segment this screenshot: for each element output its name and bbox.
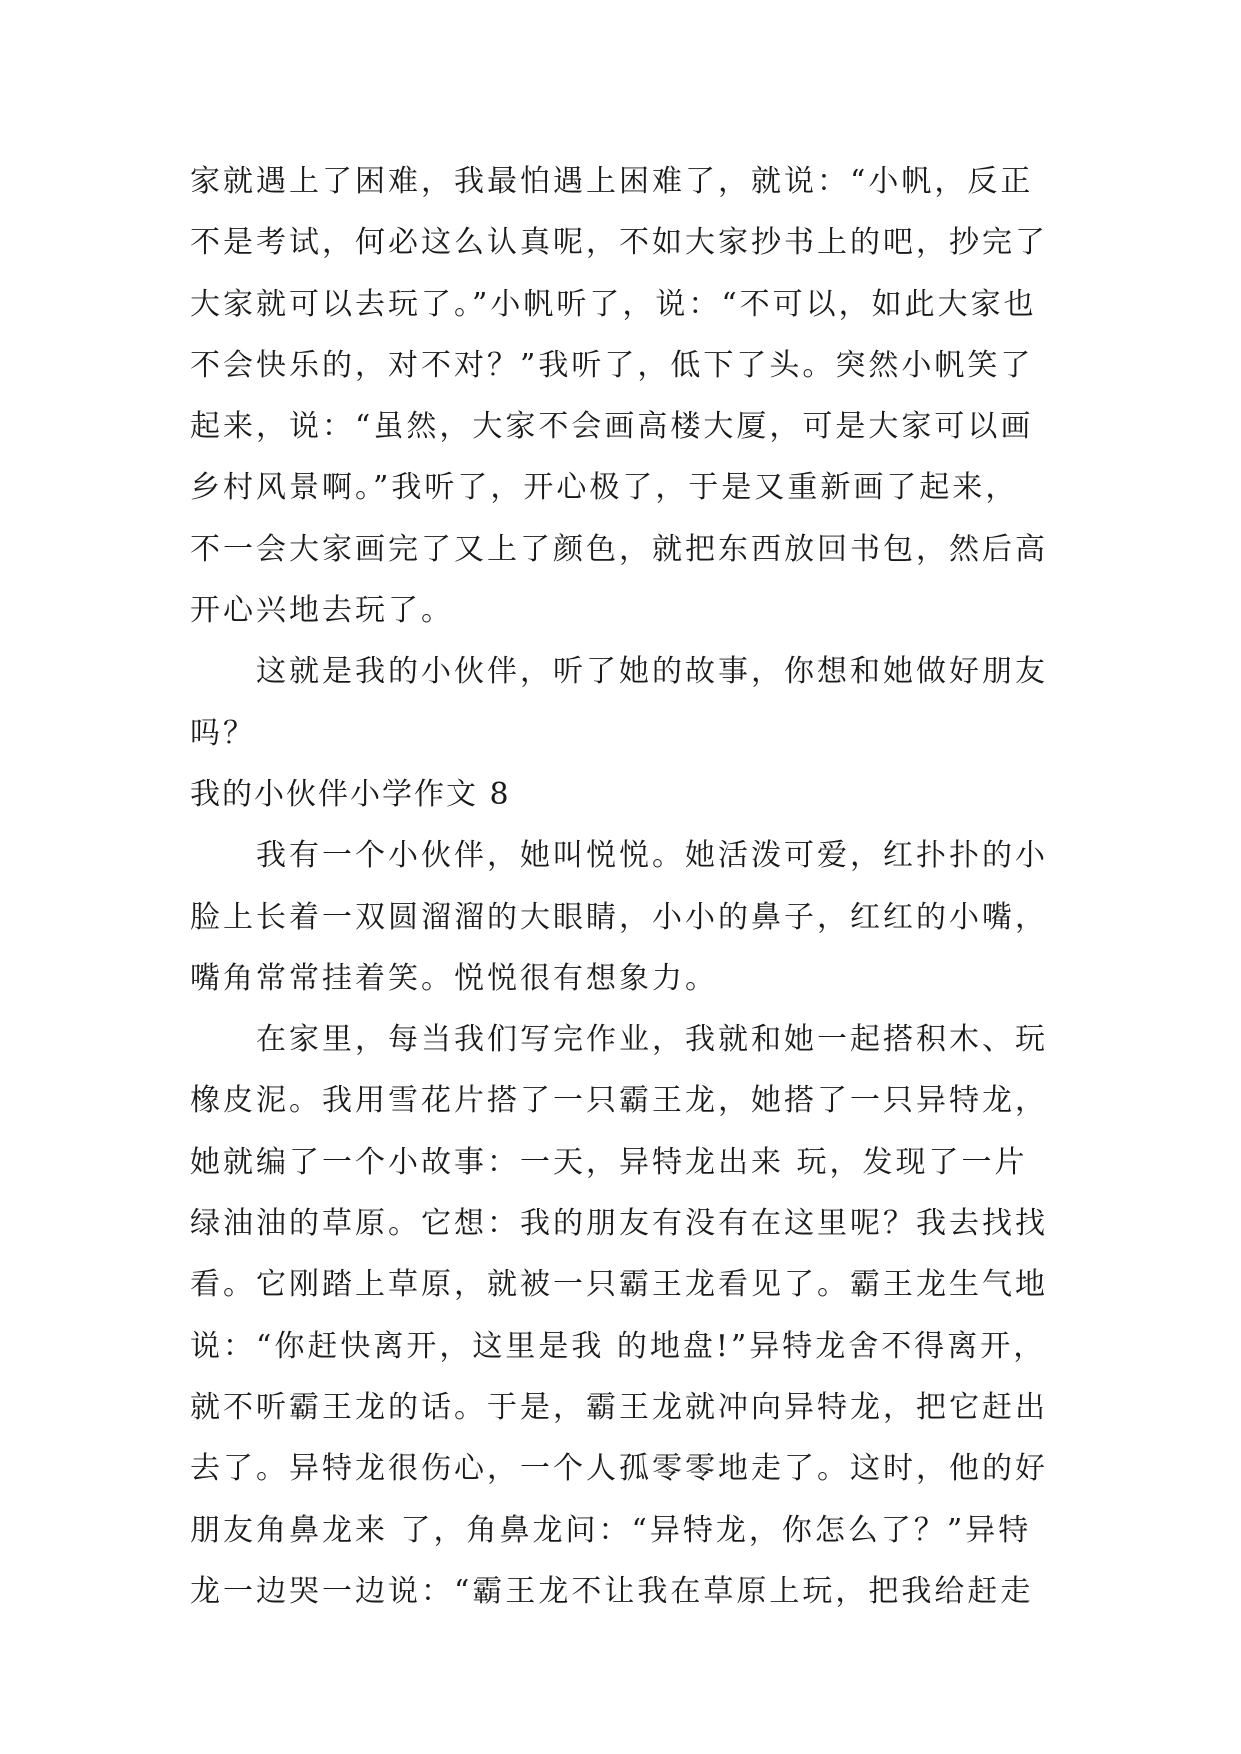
text-line: 朋友角鼻龙来 了，角鼻龙问：“异特龙，你怎么了？”异特	[190, 1512, 1032, 1548]
text-line: 绿油油的草原。它想：我的朋友有没有在这里呢？我去找找	[190, 1206, 1048, 1242]
text-line: 她就编了一个小故事：一天，异特龙出来 玩，发现了一片	[190, 1144, 1028, 1180]
text-line: 乡村风景啊。”我听了，开心极了，于是又重新画了起来，	[190, 470, 1019, 506]
text-line: 看。它刚踏上草原，就被一只霸王龙看见了。霸王龙生气地	[190, 1267, 1048, 1303]
text-line: 嘴角常常挂着笑。悦悦很有想象力。	[190, 960, 718, 996]
text-line: 在家里，每当我们写完作业，我就和她一起搭积木、玩	[256, 1022, 1048, 1058]
text-line: 就不听霸王龙的话。于是，霸王龙就冲向异特龙，把它赶出	[190, 1389, 1048, 1425]
text-line: 脸上长着一双圆溜溜的大眼睛，小小的鼻子，红红的小嘴，	[190, 899, 1048, 935]
text-line: 起来，说：“虽然，大家不会画高楼大厦，可是大家可以画	[190, 409, 1034, 445]
text-line: 我有一个小伙伴，她叫悦悦。她活泼可爱，红扑扑的小	[256, 838, 1048, 874]
text-line: 这就是我的小伙伴，听了她的故事，你想和她做好朋友	[256, 654, 1048, 690]
section-heading: 我的小伙伴小学作文 8	[190, 776, 511, 812]
text-line: 橡皮泥。我用雪花片搭了一只霸王龙，她搭了一只异特龙，	[190, 1083, 1048, 1119]
text-line: 不是考试，何必这么认真呢，不如大家抄书上的吧，抄完了	[190, 225, 1048, 261]
text-line: 去了。异特龙很伤心，一个人孤零零地走了。这时，他的好	[190, 1451, 1048, 1487]
text-line: 吗？	[190, 715, 256, 751]
text-line: 龙一边哭一边说：“霸王龙不让我在草原上玩，把我给赶走	[190, 1573, 1034, 1609]
text-line: 说：“你赶快离开，这里是我 的地盘!”异特龙舍不得离开，	[190, 1328, 1047, 1364]
text-line: 不一会大家画完了又上了颜色，就把东西放回书包，然后高	[190, 531, 1048, 567]
document-body	[190, 158, 1070, 1629]
text-line: 不会快乐的，对不对？”我听了，低下了头。突然小帆笑了	[190, 347, 1034, 383]
text-line: 大家就可以去玩了。”小帆听了，说：“不可以，如此大家也	[190, 286, 1037, 322]
text-line: 家就遇上了困难，我最怕遇上困难了，就说：“小帆，反正	[190, 164, 1034, 199]
text-line: 开心兴地去玩了。	[190, 593, 454, 629]
